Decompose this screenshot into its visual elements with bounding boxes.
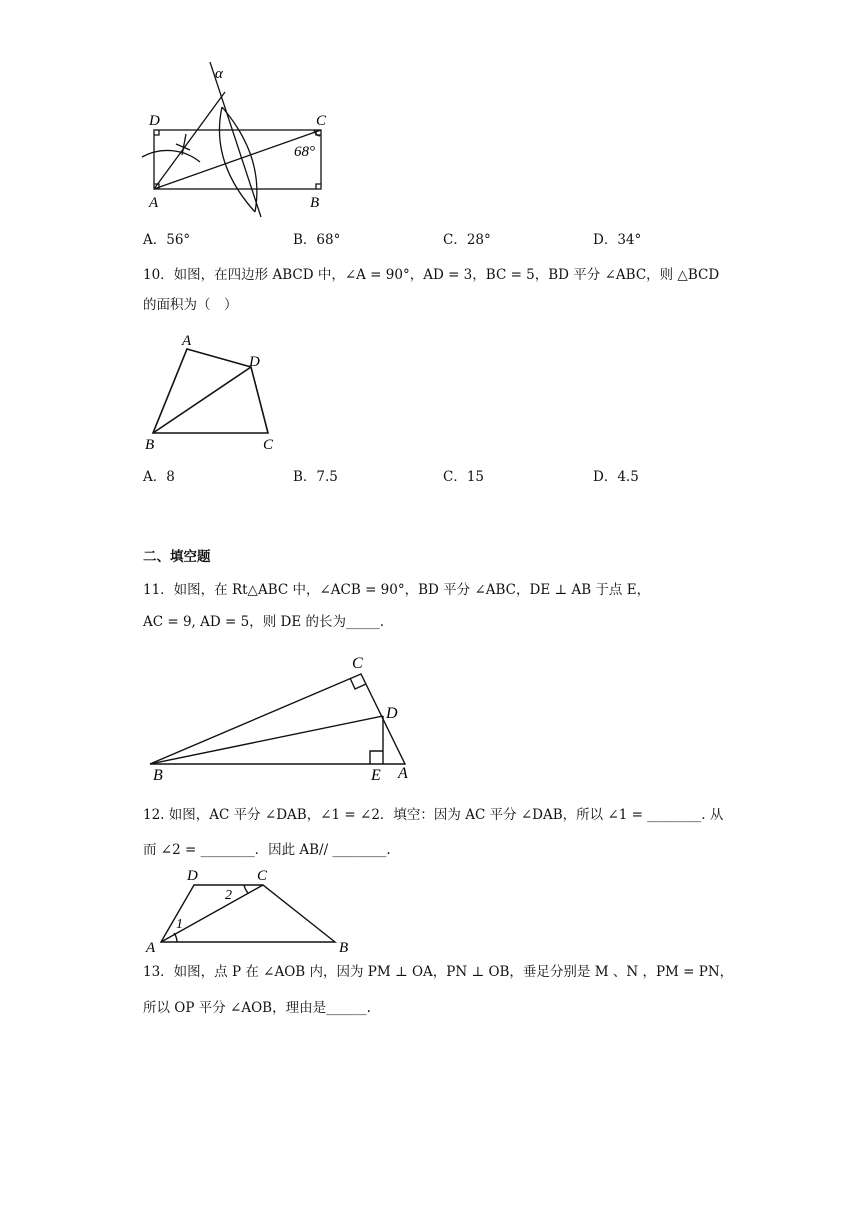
- q11-text-line2: AC = 9, AD = 5，则 DE 的长为_____.: [143, 614, 385, 630]
- label-angle-2: 2: [225, 888, 232, 903]
- label-c: C: [263, 437, 274, 453]
- q10-text-line2: 的面积为（ ）: [143, 297, 238, 313]
- q9-figure: [140, 62, 340, 222]
- label-b: B: [339, 940, 349, 956]
- label-b: B: [153, 767, 163, 784]
- q12-text-line1: 12. 如图，AC 平分 ∠DAB，∠1 = ∠2．填空：因为 AC 平分 ∠DAB，所以 ∠1 = ________. 从: [143, 807, 724, 823]
- option-value: 68°: [316, 232, 341, 248]
- label-d: D: [249, 354, 260, 370]
- diagonal-bd: [153, 367, 251, 433]
- option-letter: C．: [443, 469, 467, 485]
- option-value: 34°: [617, 232, 642, 248]
- q10-option-d[interactable]: [593, 467, 639, 487]
- option-value: 56°: [166, 232, 191, 248]
- label-c: C: [352, 655, 363, 672]
- option-value: 8: [166, 469, 175, 485]
- label-a: A: [398, 765, 408, 782]
- label-e: E: [371, 767, 381, 784]
- option-letter: D．: [593, 232, 618, 248]
- option-letter: B．: [293, 469, 317, 485]
- q10-figure: [140, 330, 290, 455]
- option-letter: D．: [593, 469, 618, 485]
- label-c: C: [316, 113, 327, 129]
- angle-1-arc: [174, 933, 177, 942]
- label-b: B: [145, 437, 155, 453]
- option-letter: A．: [143, 232, 167, 248]
- q9-option-c[interactable]: [443, 230, 491, 250]
- option-value: 4.5: [617, 469, 639, 485]
- option-value: 15: [466, 469, 485, 485]
- perpendicular-line: [210, 62, 261, 217]
- label-d: D: [149, 113, 160, 129]
- arc-a: [142, 150, 200, 162]
- label-a: A: [182, 333, 192, 349]
- diagonal-ac: [161, 885, 263, 942]
- q10-text-line1: 10．如图，在四边形 ABCD 中，∠A = 90°，AD = 3，BC = 5，BD 平分 ∠ABC，则 △BCD: [143, 267, 720, 283]
- q11-figure: [140, 650, 430, 785]
- option-value: 28°: [466, 232, 491, 248]
- section-title: 二、填空题: [143, 549, 211, 565]
- label-a: A: [149, 195, 159, 211]
- q12-figure: [140, 862, 360, 957]
- q13-text-line2: 所以 OP 平分 ∠AOB，理由是______.: [143, 1000, 371, 1016]
- label-angle-1: 1: [176, 917, 183, 932]
- q10-option-c[interactable]: [443, 467, 484, 487]
- angle-2-arc: [244, 885, 248, 893]
- option-value: 7.5: [316, 469, 338, 485]
- label-angle: 68°: [294, 144, 315, 160]
- label-a: A: [146, 940, 156, 956]
- q12-text-line2: 而 ∠2 = ________．因此 AB// ________.: [143, 842, 391, 858]
- q11-text-line1: 11．如图，在 Rt△ABC 中，∠ACB = 90°，BD 平分 ∠ABC，DE ⊥ AB 于点 E，: [143, 582, 651, 598]
- label-d: D: [187, 868, 198, 884]
- right-angle-e: [370, 751, 383, 764]
- option-letter: A．: [143, 469, 167, 485]
- label-d: D: [386, 705, 398, 722]
- label-b: B: [310, 195, 320, 211]
- label-alpha: α: [215, 66, 223, 82]
- q9-option-a[interactable]: [143, 230, 190, 250]
- bisector-line: [154, 92, 225, 189]
- option-letter: B．: [293, 232, 317, 248]
- q13-text-line1: 13．如图，点 P 在 ∠AOB 内，因为 PM ⊥ OA，PN ⊥ OB，垂足分别是 M 、N ，PM = PN，: [143, 964, 734, 980]
- q10-option-b[interactable]: [293, 467, 338, 487]
- q10-option-a[interactable]: [143, 467, 175, 487]
- option-letter: C．: [443, 232, 467, 248]
- bisector-bd: [150, 716, 383, 764]
- q9-option-b[interactable]: [293, 230, 340, 250]
- q9-option-d[interactable]: [593, 230, 641, 250]
- label-c: C: [257, 868, 268, 884]
